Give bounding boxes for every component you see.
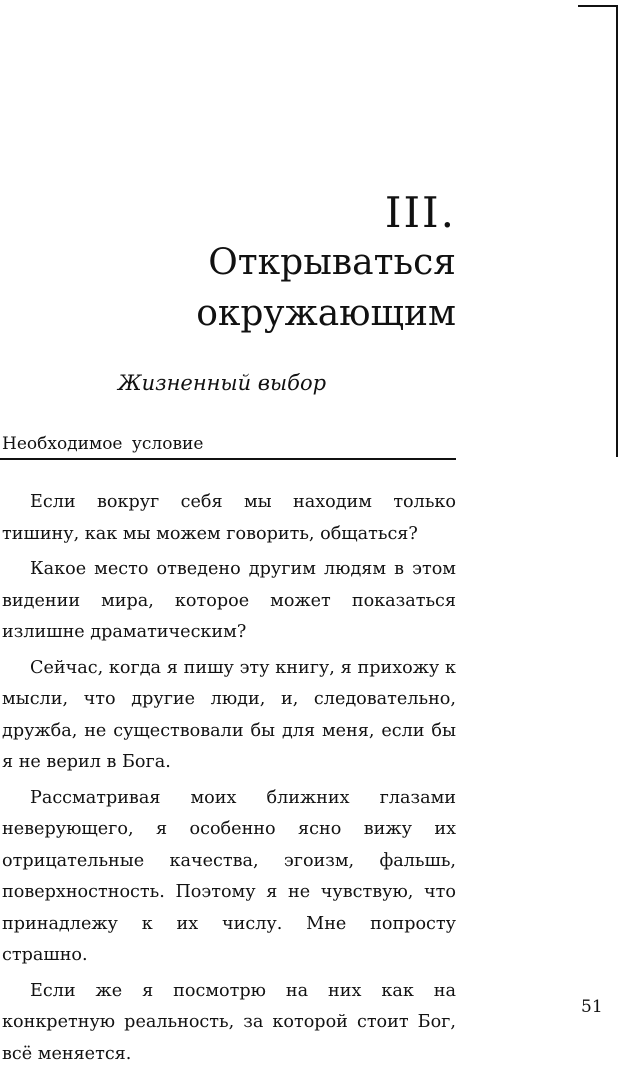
paragraph-4: Рассматривая моих ближних глазами неверующего, я особенно ясно вижу их отрицательные качества, эгоизм, фальшь, поверхностность. Поэтому я не чувствую, что принадлежу к их числу. Мне попросту страшно. bbox=[2, 787, 456, 965]
paragraph-1: Если вокруг себя мы находим только тишину, как мы можем говорить, общаться? bbox=[2, 492, 456, 544]
chapter-title-line-2: окружающим bbox=[196, 293, 456, 334]
section-heading: Необходимое условие bbox=[2, 434, 204, 454]
body-text bbox=[2, 487, 456, 1074]
paragraph-3: Сейчас, когда я пишу эту книгу, я прихожу к мысли, что другие люди, и, следовательно, дружба, не существовали бы для меня, если бы я не верил в Бога. bbox=[2, 657, 456, 772]
chapter-subtitle: Жизненный выбор bbox=[118, 371, 327, 395]
chapter-title-line-1: Открываться bbox=[208, 242, 456, 283]
page-edge-side-rule bbox=[616, 5, 618, 457]
page-number: 51 bbox=[581, 997, 603, 1017]
paragraph-5: Если же я посмотрю на них как на конкретную реальность, за которой стоит Бог, всё меняется. bbox=[2, 980, 456, 1064]
chapter-number: III. bbox=[384, 188, 456, 237]
page-edge-top-rule bbox=[578, 5, 618, 7]
paragraph-2: Какое место отведено другим людям в этом видении мира, которое может показаться излишне драматическим? bbox=[2, 559, 456, 642]
section-underline bbox=[0, 458, 456, 460]
